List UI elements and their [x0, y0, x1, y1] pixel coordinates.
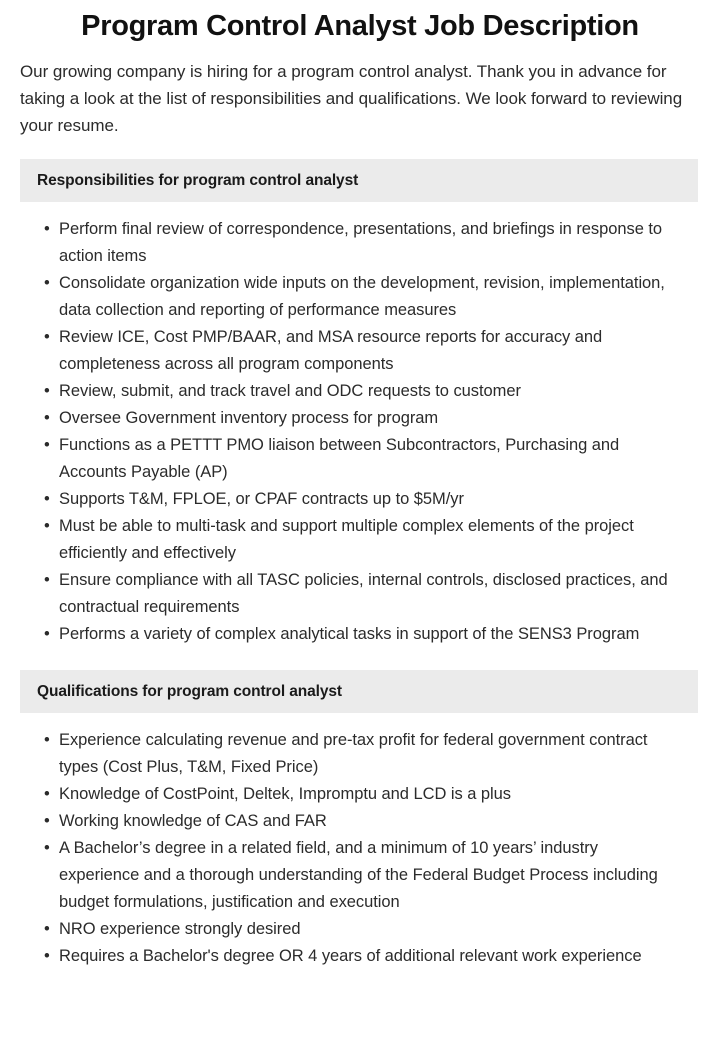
section-responsibilities: [0, 159, 720, 648]
section-qualifications: [0, 670, 720, 970]
list-item: [44, 486, 682, 513]
page-title: Program Control Analyst Job Description: [81, 10, 639, 42]
bullet-icon: •: [44, 328, 50, 347]
list-item: [44, 916, 682, 943]
bullet-icon: •: [44, 220, 50, 239]
list-item-text: Review ICE, Cost PMP/BAAR, and MSA resource reports for accuracy and completeness across all program components: [59, 328, 603, 374]
bullet-icon: •: [44, 785, 50, 804]
list-item: [44, 781, 682, 808]
bullet-icon: •: [44, 571, 50, 590]
list-item-text: Perform final review of correspondence, presentations, and briefings in response to action items: [59, 220, 663, 266]
list-item: [44, 835, 682, 916]
section-heading-label: Responsibilities for program control analyst: [37, 172, 359, 190]
list-item-text: Must be able to multi-task and support multiple complex elements of the project efficiently and effectively: [59, 517, 634, 563]
list-item: [44, 943, 682, 970]
qualifications-list: [0, 713, 720, 970]
bullet-icon: •: [44, 920, 50, 939]
bullet-icon: •: [44, 490, 50, 509]
bullet-icon: •: [44, 274, 50, 293]
list-item: [44, 405, 682, 432]
bullet-icon: •: [44, 625, 50, 644]
bullet-icon: •: [44, 839, 50, 858]
intro-paragraph: Our growing company is hiring for a program control analyst. Thank you in advance for taking a look at the list of responsibilities and qualifications. We look forward to reviewing your resume.: [20, 62, 683, 136]
section-header-qualifications: [20, 670, 698, 713]
list-item-text: NRO experience strongly desired: [59, 920, 301, 939]
list-item-text: Experience calculating revenue and pre-tax profit for federal government contract types (Cost Plus, T&M, Fixed Price): [59, 731, 648, 777]
list-item-text: Supports T&M, FPLOE, or CPAF contracts up to $5M/yr: [59, 490, 464, 509]
list-item-text: Ensure compliance with all TASC policies, internal controls, disclosed practices, and contractual requirements: [59, 571, 668, 617]
bullet-icon: •: [44, 409, 50, 428]
bullet-icon: •: [44, 517, 50, 536]
list-item-text: Functions as a PETTT PMO liaison between Subcontractors, Purchasing and Accounts Payable (AP): [59, 436, 620, 482]
bullet-icon: •: [44, 812, 50, 831]
list-item-text: Consolidate organization wide inputs on the development, revision, implementation, data collection and reporting of performance measures: [59, 274, 665, 320]
responsibilities-list: [0, 202, 720, 648]
list-item: [44, 270, 682, 324]
list-item: [44, 216, 682, 270]
bullet-icon: •: [44, 382, 50, 401]
list-item: [44, 378, 682, 405]
list-item-text: Review, submit, and track travel and ODC requests to customer: [59, 382, 521, 401]
list-item-text: Oversee Government inventory process for program: [59, 409, 439, 428]
section-header-responsibilities: [20, 159, 698, 202]
bullet-icon: •: [44, 731, 50, 750]
list-item-text: Requires a Bachelor's degree OR 4 years of additional relevant work experience: [59, 947, 642, 966]
list-item-text: Knowledge of CostPoint, Deltek, Impromptu and LCD is a plus: [59, 785, 511, 804]
list-item-text: Working knowledge of CAS and FAR: [59, 812, 327, 831]
list-item: [44, 513, 682, 567]
section-heading-label: Qualifications for program control analyst: [37, 683, 342, 701]
bullet-icon: •: [44, 436, 50, 455]
bullet-icon: •: [44, 947, 50, 966]
list-item-text: Performs a variety of complex analytical tasks in support of the SENS3 Program: [59, 625, 640, 644]
list-item-text: A Bachelor’s degree in a related field, and a minimum of 10 years’ industry experience and a thorough understanding of the Federal Budget Process including budget formulations, justification and execution: [59, 839, 658, 912]
list-item: [44, 324, 682, 378]
list-item: [44, 567, 682, 621]
list-item: [44, 432, 682, 486]
list-item: [44, 808, 682, 835]
list-item: [44, 727, 682, 781]
list-item: [44, 621, 682, 648]
